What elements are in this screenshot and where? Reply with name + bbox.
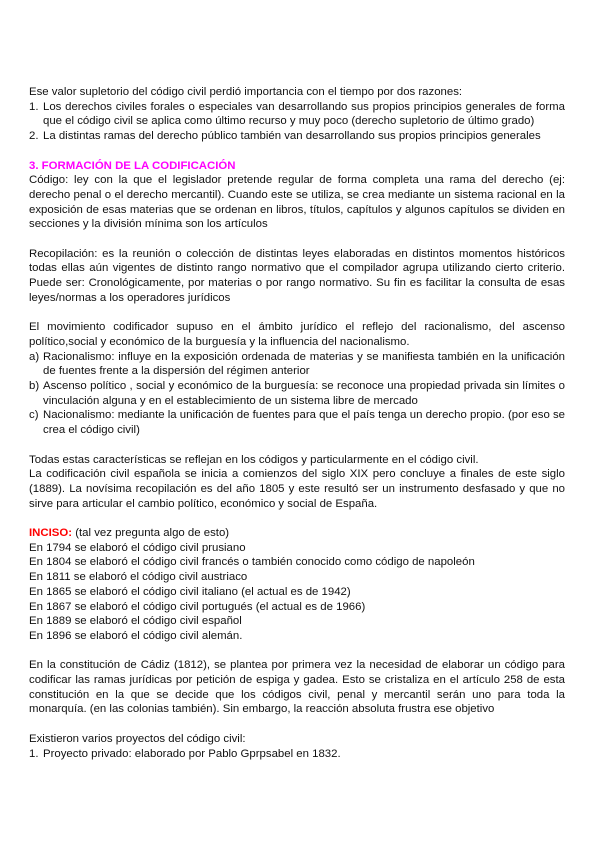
list-text: La distintas ramas del derecho público también van desarrollando sus propios principios generales (43, 130, 541, 143)
inciso-entry: En 1811 se elaboró el código civil austriaco (29, 571, 248, 584)
proyectos-lead: Existieron varios proyectos del código civil: (29, 732, 246, 745)
reason-item (29, 100, 565, 129)
inciso-note: (tal vez pregunta algo de esto) (72, 527, 230, 540)
list-marker: b) (29, 380, 40, 393)
list-text: Los derechos civiles forales o especiales van desarrollando sus propios principios generales de forma que el código civil se aplica como último recurso y muy poco (derecho supletorio de último grado) (43, 100, 565, 128)
codigo-definition: Código: ley con la que el legislador pretende regular de forma completa una rama del derecho (ej: derecho penal o el derecho mercantil). Cuando este se utiliza, se crea mediante un sistema racional en la exposición de esas materias que se ordenan en libros, títulos, capítulos y algunos capítulos se dividen en secciones y la división mínima son los artículos (29, 174, 565, 231)
list-text: Proyecto privado: elaborado por Pablo Gprpsabel en 1832. (43, 747, 341, 760)
movement-item (29, 350, 565, 379)
intro-lead: Ese valor supletorio del código civil perdió importancia con el tiempo por dos razones: (29, 86, 463, 98)
list-marker: 1. (29, 100, 39, 113)
inciso-entry: En 1896 se elaboró el código civil alemán. (29, 629, 243, 642)
list-marker: a) (29, 350, 40, 363)
inciso-entry: En 1794 se elaboró el código civil prusiano (29, 541, 246, 554)
list-marker: 2. (29, 130, 39, 143)
recopilacion-definition: Recopilación: es la reunión o colección de distintas leyes elaboradas en distintos momentos históricos todas ellas aún vigentes de distinto rango normativo que el compilador agrupa utilizando cierto criterio. Puede ser: Cronológicamente, por materias o por rango normativo. Su fin es facilitar la consulta de esas leyes/normas a los operadores jurídicos (29, 247, 565, 304)
inciso-entry: En 1889 se elaboró el código civil español (29, 615, 242, 628)
list-marker: c) (29, 409, 39, 422)
list-text: Nacionalismo: mediante la unificación de fuentes para que el país tenga un derecho propio. (por eso se crea el código civil) (43, 409, 565, 437)
section-heading: 3. FORMACIÓN DE LA CODIFICACIÓN (29, 159, 236, 172)
codificacion-paragraph: La codificación civil española se inicia a comienzos del siglo XIX pero concluye a finales de este siglo (1889). La novísima recopilación es del año 1805 y este resultó ser un instrumento desfasado y que no sirve para articular el cambio político, económico y social de España. (29, 468, 565, 510)
list-text: Ascenso político , social y económico de la burguesía: se reconoce una propiedad privada sin límites o vinculación alguna y en el establecimiento de un sistema libre de mercado (43, 380, 565, 407)
inciso-entry: En 1865 se elaboró el código civil italiano (el actual es de 1942) (29, 585, 351, 598)
cadiz-paragraph: En la constitución de Cádiz (1812), se plantea por primera vez la necesidad de elaborar un código para codificar las ramas jurídicas por petición de espiga y gadea. Esto se cristaliza en el artículo 258 de esta constitución en la que se decide que los códigos civil, penal y mercantil serán uno para toda la monarquía. (en las colonias también). Sin embargo, la reacción absoluta frustra ese objetivo (29, 659, 565, 716)
inciso-label: INCISO: (29, 527, 73, 540)
caracteristicas-paragraph: Todas estas características se reflejan en los códigos y particularmente en el código civil. (29, 453, 479, 466)
inciso-entry: En 1867 se elaboró el código civil portugués (el actual es de 1966) (29, 600, 366, 613)
movimiento-paragraph: El movimiento codificador supuso en el ámbito jurídico el reflejo del racionalismo, del ascenso político,social y económico de la burguesía y la influencia del nacionalismo. (29, 321, 565, 348)
movement-item (29, 379, 565, 408)
inciso-entry: En 1804 se elaboró el código civil francés o también conocido como código de napoleón (29, 556, 475, 569)
proyecto-item (29, 747, 565, 762)
reason-item (29, 129, 565, 144)
list-text: Racionalismo: influye en la exposición ordenada de materias y se manifiesta también en la unificación de fuentes frente a la dispersión del régimen anterior (43, 350, 565, 378)
inciso-line (29, 526, 565, 541)
movement-item (29, 408, 565, 437)
list-marker: 1. (29, 747, 39, 760)
